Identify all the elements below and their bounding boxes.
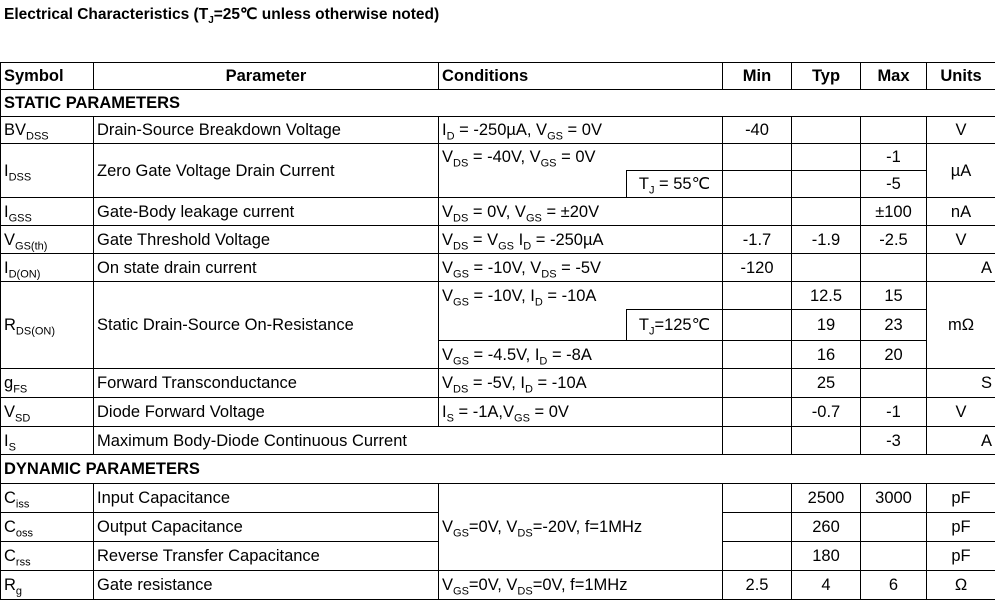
unit-cell: A: [927, 427, 995, 455]
unit-cell: pF: [927, 513, 995, 542]
max-cell: -2.5: [861, 226, 927, 254]
conditions-cell: $I_S = -1A,V_{GS} = 0V$: [439, 398, 723, 427]
typ-cell: [792, 254, 861, 282]
parameter-cell: Forward Transconductance: [94, 369, 439, 398]
max-cell: -5: [861, 171, 927, 198]
max-cell: 15: [861, 282, 927, 310]
symbol-cell: $C_{oss}$: [1, 513, 94, 542]
table-title: Electrical Characteristics ($T_J=25℃$ unless otherwise noted): [4, 6, 440, 27]
max-cell: -3: [861, 427, 927, 455]
max-cell: 3000: [861, 484, 927, 513]
table-row: [1, 226, 995, 254]
conditions-cell: $V_{GS}=0V$, $V_{DS}=-20V$, f=1MHz: [439, 484, 723, 571]
min-cell: [723, 282, 792, 310]
typ-cell: 2500: [792, 484, 861, 513]
header-max: Max: [861, 63, 927, 90]
header-units: Units: [927, 63, 995, 90]
typ-cell: [792, 117, 861, 144]
min-cell: 2.5: [723, 571, 792, 600]
min-cell: [723, 398, 792, 427]
table-row: [1, 398, 995, 427]
symbol-cell: $V_{GS(th)}$: [1, 226, 94, 254]
min-cell: [723, 542, 792, 571]
parameter-cell: Reverse Transfer Capacitance: [94, 542, 439, 571]
section-row: [1, 90, 995, 117]
max-cell: -1: [861, 144, 927, 171]
min-cell: [723, 484, 792, 513]
parameter-cell: Drain-Source Breakdown Voltage: [94, 117, 439, 144]
unit-cell: V: [927, 226, 995, 254]
symbol-cell: $R_g$: [1, 571, 94, 600]
unit-cell: Ω: [927, 571, 995, 600]
max-cell: [861, 117, 927, 144]
max-cell: -1: [861, 398, 927, 427]
min-cell: [723, 171, 792, 198]
typ-cell: -0.7: [792, 398, 861, 427]
table-row: [1, 117, 995, 144]
min-cell: -1.7: [723, 226, 792, 254]
typ-cell: 4: [792, 571, 861, 600]
header-parameter: Parameter: [94, 63, 439, 90]
min-cell: [723, 427, 792, 455]
typ-cell: [792, 171, 861, 198]
typ-cell: [792, 144, 861, 171]
symbol-cell: $C_{rss}$: [1, 542, 94, 571]
typ-cell: [792, 427, 861, 455]
section-static: STATIC PARAMETERS: [1, 90, 995, 117]
conditions-cell: $V_{DS} = 0V$, $V_{GS} = \pm 20V$: [439, 198, 723, 226]
unit-cell: V: [927, 398, 995, 427]
conditions-cell: $I_D = -250\mu A$, $V_{GS} = 0V$: [439, 117, 723, 144]
conditions-spacer: [439, 310, 627, 341]
typ-cell: 260: [792, 513, 861, 542]
symbol-cell: $R_{DS(ON)}$: [1, 282, 94, 369]
section-row: [1, 455, 995, 484]
header-min: Min: [723, 63, 792, 90]
table-row: [1, 369, 995, 398]
table-row: [1, 427, 995, 455]
unit-cell: pF: [927, 484, 995, 513]
min-cell: [723, 369, 792, 398]
symbol-cell: $C_{iss}$: [1, 484, 94, 513]
tj-condition-cell: $T_J=125℃$: [627, 310, 723, 341]
unit-cell: µA: [927, 144, 995, 198]
typ-cell: 19: [792, 310, 861, 341]
typ-cell: 16: [792, 341, 861, 369]
min-cell: [723, 341, 792, 369]
conditions-cell: $V_{GS}=0V$, $V_{DS}=0V$, f=1MHz: [439, 571, 723, 600]
table-row: [1, 282, 995, 310]
header-row: [1, 63, 995, 90]
unit-cell: S: [927, 369, 995, 398]
parameter-cell: Diode Forward Voltage: [94, 398, 439, 427]
max-cell: [861, 542, 927, 571]
symbol-cell: $V_{SD}$: [1, 398, 94, 427]
min-cell: -40: [723, 117, 792, 144]
max-cell: 23: [861, 310, 927, 341]
parameter-cell: Input Capacitance: [94, 484, 439, 513]
parameter-cell: On state drain current: [94, 254, 439, 282]
section-dynamic: DYNAMIC PARAMETERS: [1, 455, 995, 484]
min-cell: [723, 144, 792, 171]
unit-cell: V: [927, 117, 995, 144]
symbol-cell: $I_{GSS}$: [1, 198, 94, 226]
conditions-cell: $V_{DS} = V_{GS}$ $I_D = -250\mu A$: [439, 226, 723, 254]
max-cell: 6: [861, 571, 927, 600]
parameter-cell: Gate resistance: [94, 571, 439, 600]
table-row: [1, 144, 995, 171]
conditions-cell: $V_{GS} = -4.5V$, $I_D = -8A$: [439, 341, 723, 369]
header-conditions: Conditions: [439, 63, 723, 90]
unit-cell: mΩ: [927, 282, 995, 369]
conditions-cell: $V_{GS} = -10V$, $V_{DS} = -5V$: [439, 254, 723, 282]
conditions-cell: $V_{DS} = -40V$, $V_{GS} = 0V$: [439, 144, 723, 171]
min-cell: [723, 310, 792, 341]
max-cell: 20: [861, 341, 927, 369]
table-row: [1, 254, 995, 282]
symbol-cell: $BV_{DSS}$: [1, 117, 94, 144]
symbol-cell: $I_{D(ON)}$: [1, 254, 94, 282]
parameter-cell: Maximum Body-Diode Continuous Current: [94, 427, 723, 455]
typ-cell: [792, 198, 861, 226]
parameter-cell: Zero Gate Voltage Drain Current: [94, 144, 439, 198]
unit-cell: nA: [927, 198, 995, 226]
electrical-characteristics-table: [0, 62, 995, 600]
max-cell: [861, 369, 927, 398]
symbol-cell: $I_{DSS}$: [1, 144, 94, 198]
parameter-cell: Gate Threshold Voltage: [94, 226, 439, 254]
parameter-cell: Static Drain-Source On-Resistance: [94, 282, 439, 369]
max-cell: [861, 513, 927, 542]
min-cell: -120: [723, 254, 792, 282]
table-row: [1, 571, 995, 600]
parameter-cell: Output Capacitance: [94, 513, 439, 542]
typ-cell: 25: [792, 369, 861, 398]
max-cell: ±100: [861, 198, 927, 226]
typ-cell: 12.5: [792, 282, 861, 310]
unit-cell: A: [927, 254, 995, 282]
header-symbol: Symbol: [1, 63, 94, 90]
symbol-cell: $g_{FS}$: [1, 369, 94, 398]
typ-cell: 180: [792, 542, 861, 571]
table-row: [1, 198, 995, 226]
conditions-spacer: [439, 171, 627, 198]
min-cell: [723, 513, 792, 542]
tj-condition-cell: $T_J$ = 55℃: [627, 171, 723, 198]
symbol-cell: $I_S$: [1, 427, 94, 455]
unit-cell: pF: [927, 542, 995, 571]
header-typ: Typ: [792, 63, 861, 90]
parameter-cell: Gate-Body leakage current: [94, 198, 439, 226]
conditions-cell: $V_{GS} = -10V$, $I_D = -10A$: [439, 282, 723, 310]
conditions-cell: $V_{DS} = -5V$, $I_D = -10A$: [439, 369, 723, 398]
min-cell: [723, 198, 792, 226]
typ-cell: -1.9: [792, 226, 861, 254]
max-cell: [861, 254, 927, 282]
table-row: [1, 484, 995, 513]
